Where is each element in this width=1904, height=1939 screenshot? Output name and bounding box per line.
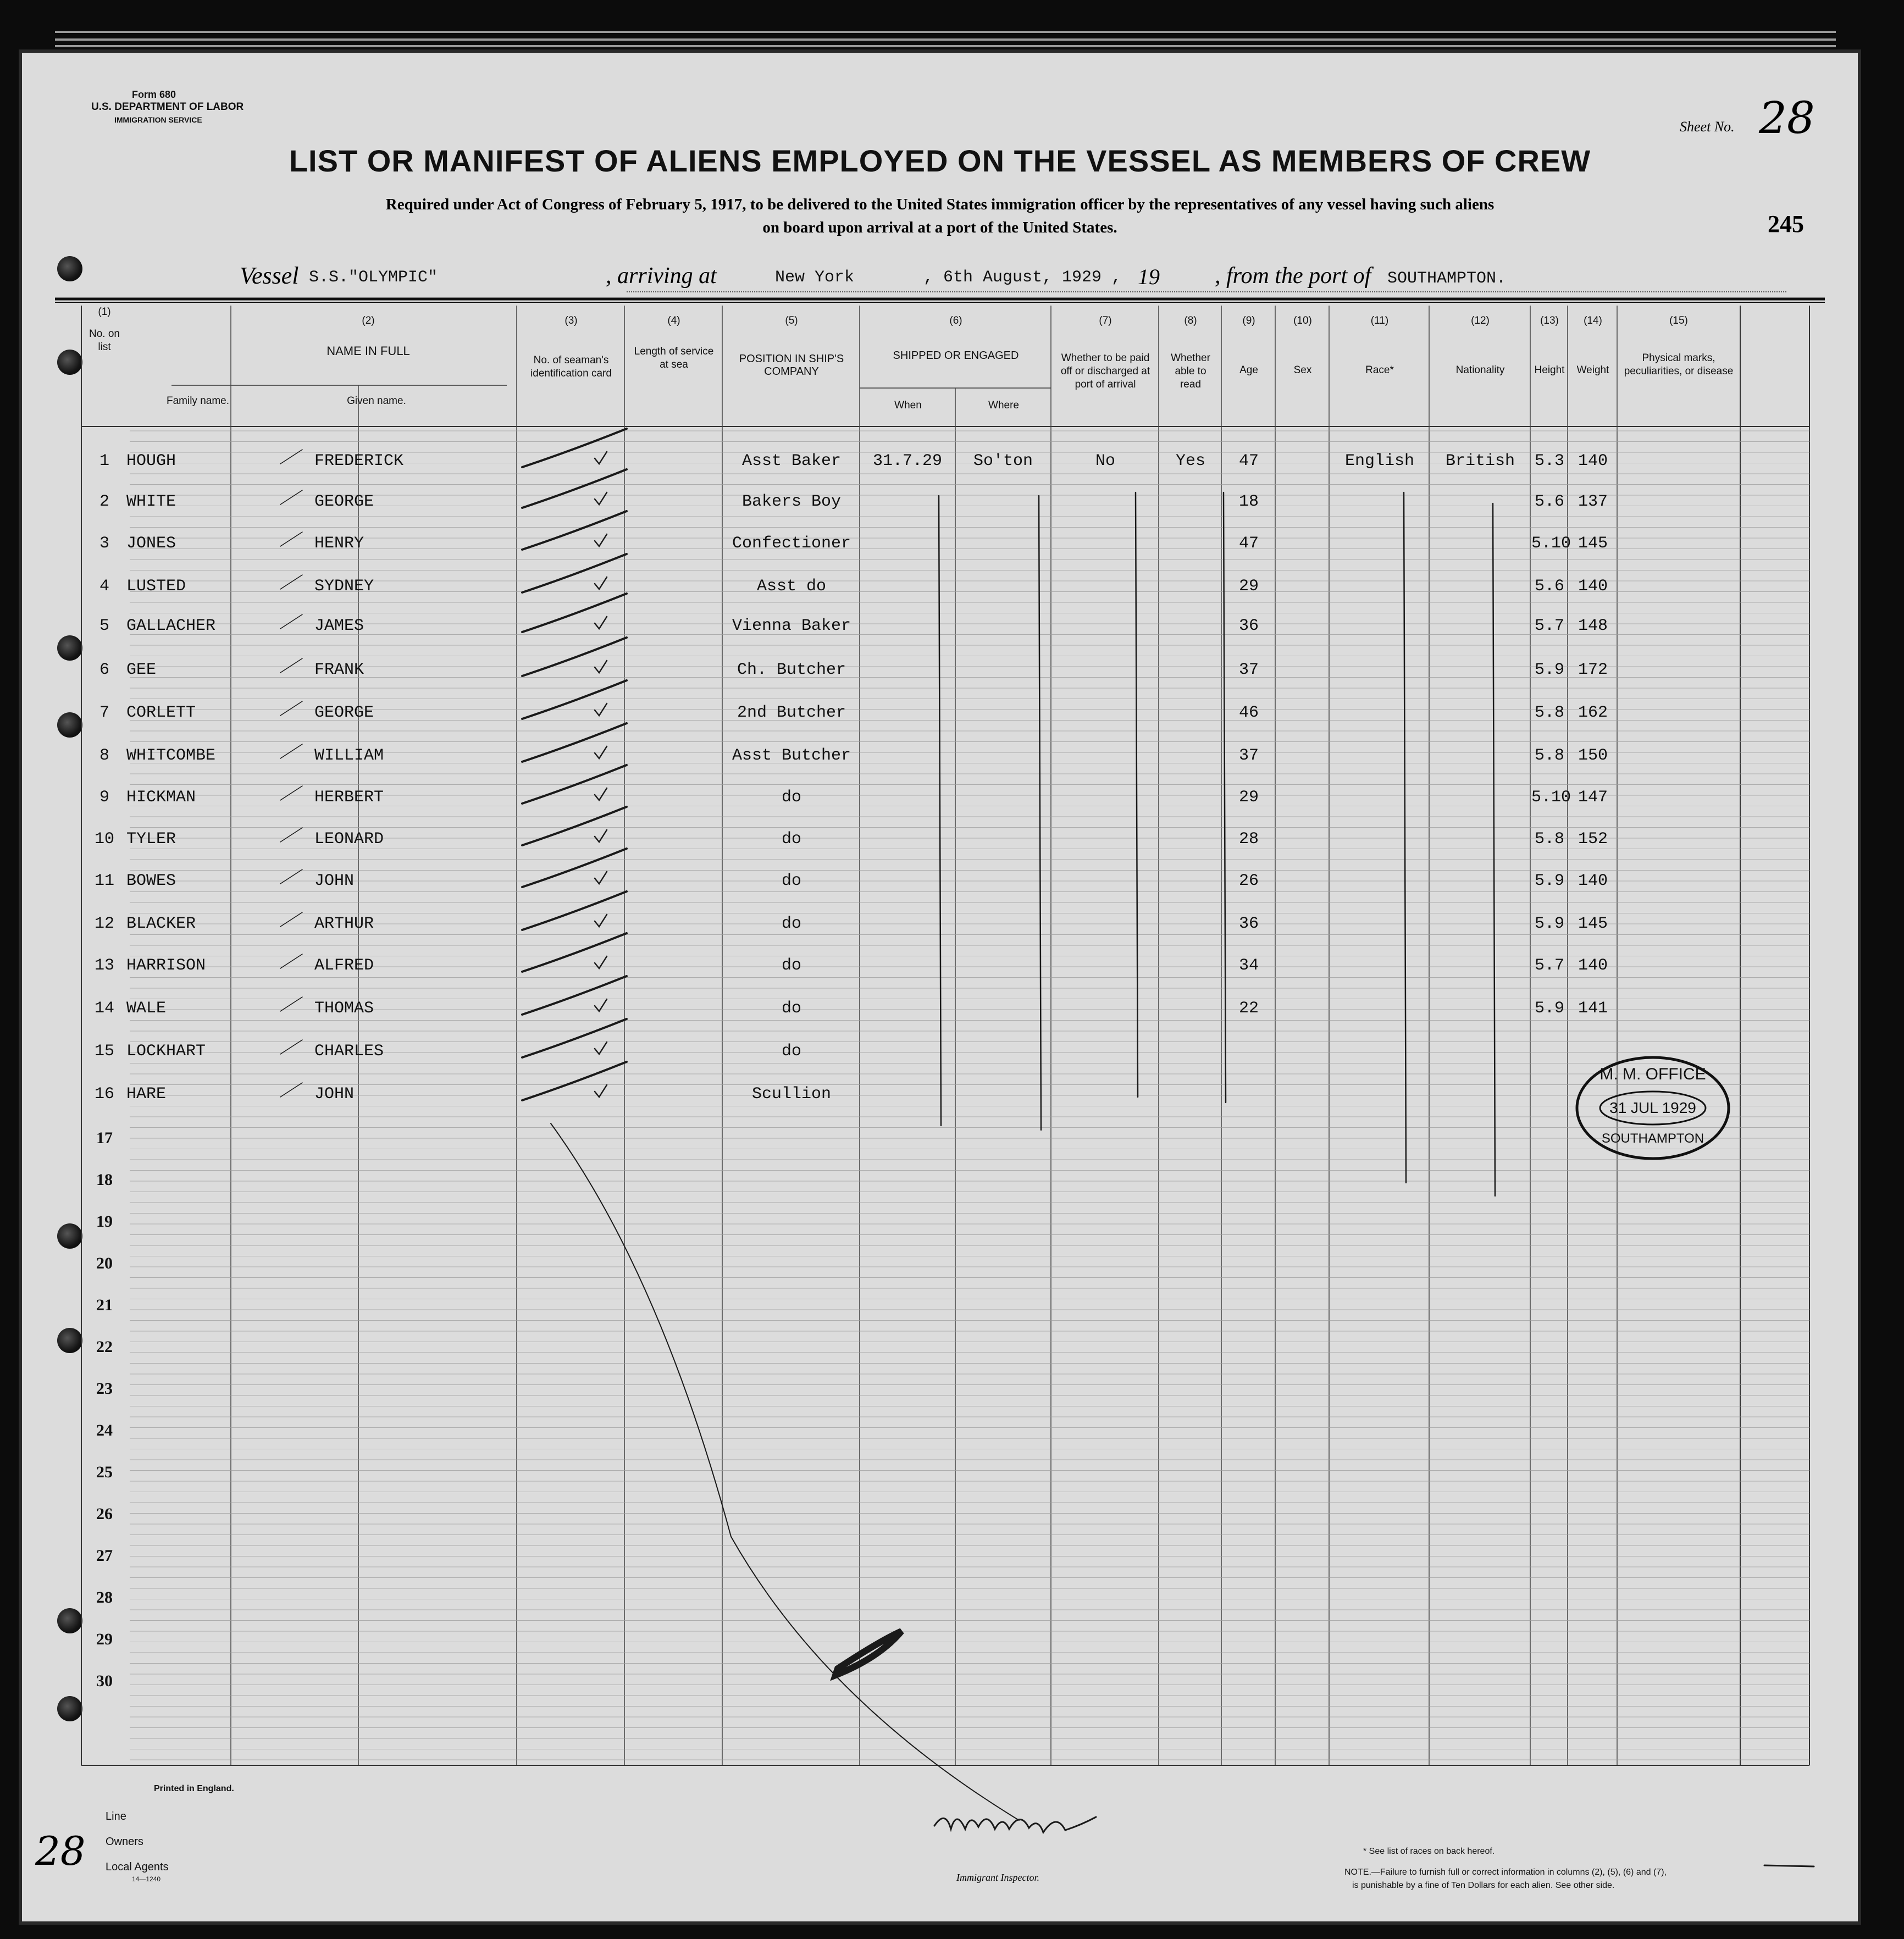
- given-name: THOMAS: [314, 999, 374, 1018]
- position: do: [781, 872, 801, 890]
- row-number: 12: [94, 915, 114, 933]
- family-name: WHITCOMBE: [126, 746, 216, 765]
- row-number: 15: [94, 1042, 114, 1061]
- tick-mark: [280, 744, 302, 758]
- checkmark-icon: [595, 1042, 607, 1054]
- position: 2nd Butcher: [737, 703, 846, 722]
- family-name: HARE: [126, 1085, 167, 1104]
- age: 26: [1238, 872, 1259, 890]
- header-able-read: Whether able to read: [1171, 352, 1210, 390]
- family-name: HOUGH: [126, 452, 176, 470]
- empty-row-number: 27: [96, 1547, 113, 1565]
- height: 5.3: [1534, 452, 1564, 470]
- header-age: Age: [1239, 364, 1258, 376]
- position: Asst Baker: [741, 452, 842, 470]
- footer-owners-label: Owners: [106, 1836, 143, 1848]
- empty-row-number: 28: [96, 1588, 113, 1606]
- arrival-date: , 6th August, 1929 ,: [923, 268, 1122, 287]
- weight: 141: [1578, 999, 1608, 1018]
- note-line-2: is punishable by a fine of Ten Dollars for each alien. See other side.: [1352, 1881, 1615, 1890]
- family-name: HICKMAN: [126, 788, 196, 807]
- ditto-line: [939, 496, 941, 1126]
- weight: 172: [1578, 661, 1608, 679]
- empty-row-number: 24: [96, 1421, 113, 1439]
- document-title: LIST OR MANIFEST OF ALIENS EMPLOYED ON THE VESSEL AS MEMBERS OF CREW: [289, 143, 1591, 178]
- port-label: , from the port of: [1215, 263, 1371, 289]
- col-num-2: (2): [362, 315, 375, 326]
- manifest-sheet: [22, 53, 1858, 1921]
- weight: 140: [1578, 956, 1608, 975]
- header-name-in-full: NAME IN FULL: [326, 344, 410, 358]
- vessel-name: S.S."OLYMPIC": [309, 268, 438, 287]
- header-given-name: Given name.: [347, 395, 406, 407]
- height: 5.7: [1534, 956, 1564, 975]
- pen-stroke-mark: [522, 891, 627, 930]
- given-name: HENRY: [314, 534, 364, 553]
- header-weight: Weight: [1576, 364, 1609, 376]
- height: 5.9: [1534, 999, 1564, 1018]
- year-suffix: 19: [1138, 264, 1160, 289]
- header-when: When: [894, 400, 922, 411]
- ditto-line: [1404, 492, 1406, 1183]
- empty-row-number: 20: [96, 1254, 113, 1272]
- position: Vienna Baker: [732, 617, 851, 635]
- page-number: 245: [1768, 210, 1804, 237]
- header-physical: Physical marks, peculiarities, or disease: [1624, 352, 1734, 377]
- age: 18: [1238, 492, 1259, 511]
- given-name: JAMES: [314, 617, 364, 635]
- empty-row-number: 18: [96, 1171, 113, 1189]
- family-name: JONES: [126, 534, 176, 553]
- col-num-9: (9): [1242, 315, 1255, 326]
- col-num-6: (6): [949, 315, 962, 326]
- row-number: 2: [99, 492, 109, 511]
- age: 28: [1238, 830, 1259, 849]
- tick-mark: [280, 1040, 302, 1054]
- row-number: 6: [99, 661, 109, 679]
- height: 5.6: [1534, 492, 1564, 511]
- col-num-10: (10): [1293, 315, 1312, 326]
- subtitle-line-2: on board upon arrival at a port of the United States.: [762, 219, 1117, 236]
- tick-mark: [280, 869, 302, 884]
- subtitle-line-1: Required under Act of Congress of February 5, 1917, to be delivered to the United States immigration officer by the representatives of any vessel having such aliens: [385, 196, 1495, 213]
- given-name: GEORGE: [314, 492, 374, 511]
- age: 37: [1238, 746, 1259, 765]
- pen-stroke-mark: [522, 976, 627, 1015]
- shipped-where: So'ton: [973, 452, 1033, 470]
- pen-stroke-mark: [522, 594, 627, 632]
- tick-mark: [280, 658, 302, 673]
- position: do: [781, 956, 801, 975]
- height: 5.8: [1534, 703, 1564, 722]
- family-name: BOWES: [126, 872, 176, 890]
- family-name: GALLACHER: [126, 617, 216, 635]
- col-num-14: (14): [1584, 315, 1602, 326]
- ditto-line: [1136, 492, 1138, 1097]
- given-name: HERBERT: [314, 788, 384, 807]
- able-to-read: Yes: [1175, 452, 1205, 470]
- row-number: 5: [99, 617, 109, 635]
- header-nationality: Nationality: [1455, 364, 1505, 376]
- header-id-card: No. of seaman's identification card: [530, 354, 612, 379]
- empty-row-number: 26: [96, 1505, 113, 1523]
- row-number: 8: [99, 746, 109, 765]
- empty-row-number: 17: [96, 1129, 113, 1147]
- tick-mark: [280, 532, 302, 546]
- row-number: 7: [99, 703, 109, 722]
- dash-mark: [1764, 1865, 1814, 1866]
- printed-in: Printed in England.: [154, 1784, 234, 1793]
- header-race: Race*: [1365, 364, 1394, 376]
- col-num-7: (7): [1099, 315, 1112, 326]
- weight: 162: [1578, 703, 1608, 722]
- header-height: Height: [1534, 364, 1565, 376]
- position: Asst do: [756, 577, 827, 596]
- checkmark-icon: [595, 703, 607, 716]
- inspector-signature: [934, 1817, 1096, 1832]
- row-number: 11: [94, 872, 114, 890]
- pen-stroke-mark: [522, 511, 627, 550]
- position: Bakers Boy: [741, 492, 842, 511]
- ditto-line: [1224, 492, 1226, 1103]
- stacked-page-edge: [55, 31, 1836, 33]
- header-where: Where: [988, 400, 1019, 411]
- header-paid-off: Whether to be paid off or discharged at port of arrival: [1060, 352, 1150, 390]
- footer-agents-label: Local Agents: [106, 1861, 169, 1873]
- pen-stroke-mark: [522, 807, 627, 845]
- pen-stroke-mark: [522, 1062, 627, 1100]
- given-name: JOHN: [314, 872, 355, 890]
- checkmark-icon: [595, 534, 607, 546]
- checkmark-icon: [595, 452, 607, 464]
- age: 47: [1238, 452, 1259, 470]
- col-num-11: (11): [1370, 315, 1389, 326]
- pen-stroke-mark: [522, 765, 627, 804]
- pen-stroke-mark: [522, 469, 627, 508]
- footer-line-label: Line: [106, 1810, 126, 1822]
- weight: 147: [1578, 788, 1608, 807]
- office-stamp: [1573, 1053, 1733, 1163]
- position: Asst Butcher: [732, 746, 851, 765]
- checkmark-icon: [595, 577, 607, 589]
- height: 5.6: [1534, 577, 1564, 596]
- checkmark-icon: [595, 830, 607, 842]
- col-num-8: (8): [1184, 315, 1197, 326]
- height: 5.7: [1534, 617, 1564, 635]
- stacked-page-edge: [55, 45, 1836, 47]
- position: do: [781, 1042, 801, 1061]
- row-number: 1: [99, 452, 109, 470]
- empty-row-number: 23: [96, 1380, 113, 1398]
- col-num-1: (1): [98, 306, 111, 318]
- family-name: TYLER: [126, 830, 176, 849]
- pen-stroke-mark: [522, 638, 627, 676]
- height: 5.10: [1531, 534, 1571, 553]
- age: 36: [1238, 915, 1259, 933]
- form-number: Form 680: [132, 89, 176, 100]
- age: 46: [1238, 703, 1259, 722]
- empty-row-number: 30: [96, 1672, 113, 1690]
- stacked-page-edge: [55, 38, 1836, 41]
- pen-stroke-mark: [522, 429, 627, 467]
- height: 5.8: [1534, 746, 1564, 765]
- ditto-line: [1039, 496, 1041, 1130]
- empty-row-number: 29: [96, 1630, 113, 1648]
- family-name: CORLETT: [126, 703, 196, 722]
- handwritten-marks: [22, 53, 1858, 1921]
- given-name: CHARLES: [314, 1042, 384, 1061]
- position: do: [781, 915, 801, 933]
- header-shipped: SHIPPED OR ENGAGED: [893, 350, 1019, 362]
- footer-form-code: 14—1240: [132, 1875, 161, 1883]
- pen-stroke-mark: [522, 849, 627, 887]
- col-num-12: (12): [1471, 315, 1490, 326]
- checkmark-icon: [595, 1085, 607, 1097]
- checkmark-icon: [595, 746, 607, 758]
- row-number: 9: [99, 788, 109, 807]
- inspector-label: Immigrant Inspector.: [956, 1872, 1039, 1883]
- stamp-top: M. M. OFFICE: [1599, 1065, 1706, 1083]
- checkmark-icon: [595, 661, 607, 673]
- age: 37: [1238, 661, 1259, 679]
- tick-mark: [280, 490, 302, 505]
- weight: 145: [1578, 534, 1608, 553]
- tick-mark: [280, 912, 302, 927]
- family-name: GEE: [126, 661, 157, 679]
- height: 5.9: [1534, 661, 1564, 679]
- row-number: 13: [94, 956, 114, 975]
- tick-mark: [280, 575, 302, 589]
- header-family-name: Family name.: [166, 395, 230, 407]
- ink-blot: [835, 1631, 901, 1675]
- stamp-date: 31 JUL 1929: [1609, 1099, 1696, 1116]
- age: 29: [1238, 577, 1259, 596]
- tick-mark: [280, 614, 302, 629]
- tick-mark: [280, 828, 302, 842]
- given-name: FREDERICK: [314, 452, 404, 470]
- row-number: 10: [94, 830, 114, 849]
- checkmark-icon: [595, 617, 607, 629]
- checkmark-icon: [595, 872, 607, 884]
- position: do: [781, 830, 801, 849]
- tick-mark: [280, 997, 302, 1011]
- ditto-line: [1493, 503, 1495, 1196]
- empty-row-number: 22: [96, 1338, 113, 1356]
- checkmark-icon: [595, 492, 607, 505]
- row-number: 3: [99, 534, 109, 553]
- empty-row-number: 19: [96, 1212, 113, 1231]
- row-number: 16: [94, 1085, 114, 1104]
- position: Scullion: [751, 1085, 832, 1104]
- weight: 137: [1578, 492, 1608, 511]
- note-line-1: NOTE.—Failure to furnish full or correct information in columns (2), (5), (6) and (7),: [1344, 1868, 1667, 1877]
- sheet-label: Sheet No.: [1680, 119, 1735, 135]
- position: Ch. Butcher: [737, 661, 846, 679]
- position: Confectioner: [732, 534, 851, 553]
- age: 36: [1238, 617, 1259, 635]
- shipped-when: 31.7.29: [872, 452, 943, 470]
- weight: 148: [1578, 617, 1608, 635]
- checkmark-icon: [595, 999, 607, 1011]
- col-num-15: (15): [1669, 315, 1688, 326]
- height: 5.10: [1531, 788, 1571, 807]
- checkmark-icon: [595, 956, 607, 968]
- empty-row-number: 25: [96, 1463, 113, 1481]
- weight: 145: [1578, 915, 1608, 933]
- height: 5.8: [1534, 830, 1564, 849]
- family-name: LOCKHART: [126, 1042, 206, 1061]
- given-name: JOHN: [314, 1085, 355, 1104]
- weight: 140: [1578, 452, 1608, 470]
- family-name: BLACKER: [126, 915, 196, 933]
- given-name: SYDNEY: [314, 577, 374, 596]
- pen-stroke-mark: [522, 1019, 627, 1057]
- tick-mark: [280, 786, 302, 800]
- header-position: POSITION IN SHIP'S COMPANY: [739, 353, 844, 378]
- arriving-label: , arriving at: [606, 263, 717, 289]
- row-number: 4: [99, 577, 109, 596]
- header-length-service: Length of service at sea: [634, 346, 714, 370]
- tick-mark: [280, 954, 302, 968]
- header-sex: Sex: [1293, 364, 1312, 376]
- col-num-3: (3): [564, 315, 578, 326]
- col-num-5: (5): [785, 315, 798, 326]
- weight: 140: [1578, 577, 1608, 596]
- paid-off: No: [1095, 452, 1115, 470]
- race: English: [1344, 452, 1415, 470]
- given-name: ALFRED: [314, 956, 374, 975]
- pen-stroke-mark: [522, 933, 627, 972]
- races-note: * See list of races on back hereof.: [1363, 1847, 1495, 1856]
- service-name: IMMIGRATION SERVICE: [114, 115, 202, 124]
- margin-number: 28: [35, 1828, 86, 1874]
- weight: 150: [1578, 746, 1608, 765]
- given-name: LEONARD: [314, 830, 384, 849]
- departure-port: SOUTHAMPTON.: [1387, 269, 1507, 288]
- checkmark-icon: [595, 788, 607, 800]
- height: 5.9: [1534, 915, 1564, 933]
- given-name: GEORGE: [314, 703, 374, 722]
- pen-stroke-mark: [522, 723, 627, 762]
- family-name: WALE: [126, 999, 167, 1018]
- family-name: HARRISON: [126, 956, 206, 975]
- nationality: British: [1445, 452, 1515, 470]
- arrival-port: New York: [775, 268, 855, 287]
- sheet-number: 28: [1759, 92, 1815, 143]
- col-num-13: (13): [1540, 315, 1559, 326]
- age: 47: [1238, 534, 1259, 553]
- row-number: 14: [94, 999, 114, 1018]
- pen-stroke-mark: [522, 554, 627, 592]
- tick-mark: [280, 450, 302, 464]
- given-name: ARTHUR: [314, 915, 374, 933]
- vessel-label: Vessel: [240, 262, 299, 289]
- family-name: LUSTED: [126, 577, 186, 596]
- age: 22: [1238, 999, 1259, 1018]
- given-name: FRANK: [314, 661, 364, 679]
- empty-row-number: 21: [96, 1296, 113, 1314]
- department-name: U.S. DEPARTMENT OF LABOR: [91, 101, 244, 113]
- tick-mark: [280, 1083, 302, 1097]
- given-name: WILLIAM: [314, 746, 384, 765]
- weight: 140: [1578, 872, 1608, 890]
- position: do: [781, 999, 801, 1018]
- stamp-bottom: SOUTHAMPTON: [1601, 1131, 1704, 1146]
- age: 34: [1238, 956, 1259, 975]
- position: do: [781, 788, 801, 807]
- checkmark-icon: [595, 915, 607, 927]
- family-name: WHITE: [126, 492, 176, 511]
- col-num-4: (4): [667, 315, 680, 326]
- height: 5.9: [1534, 872, 1564, 890]
- pen-stroke-mark: [522, 680, 627, 719]
- weight: 152: [1578, 830, 1608, 849]
- age: 29: [1238, 788, 1259, 807]
- header-no-on-list: No. on list: [89, 328, 120, 353]
- pencil-stroke: [551, 1123, 1019, 1820]
- tick-mark: [280, 701, 302, 716]
